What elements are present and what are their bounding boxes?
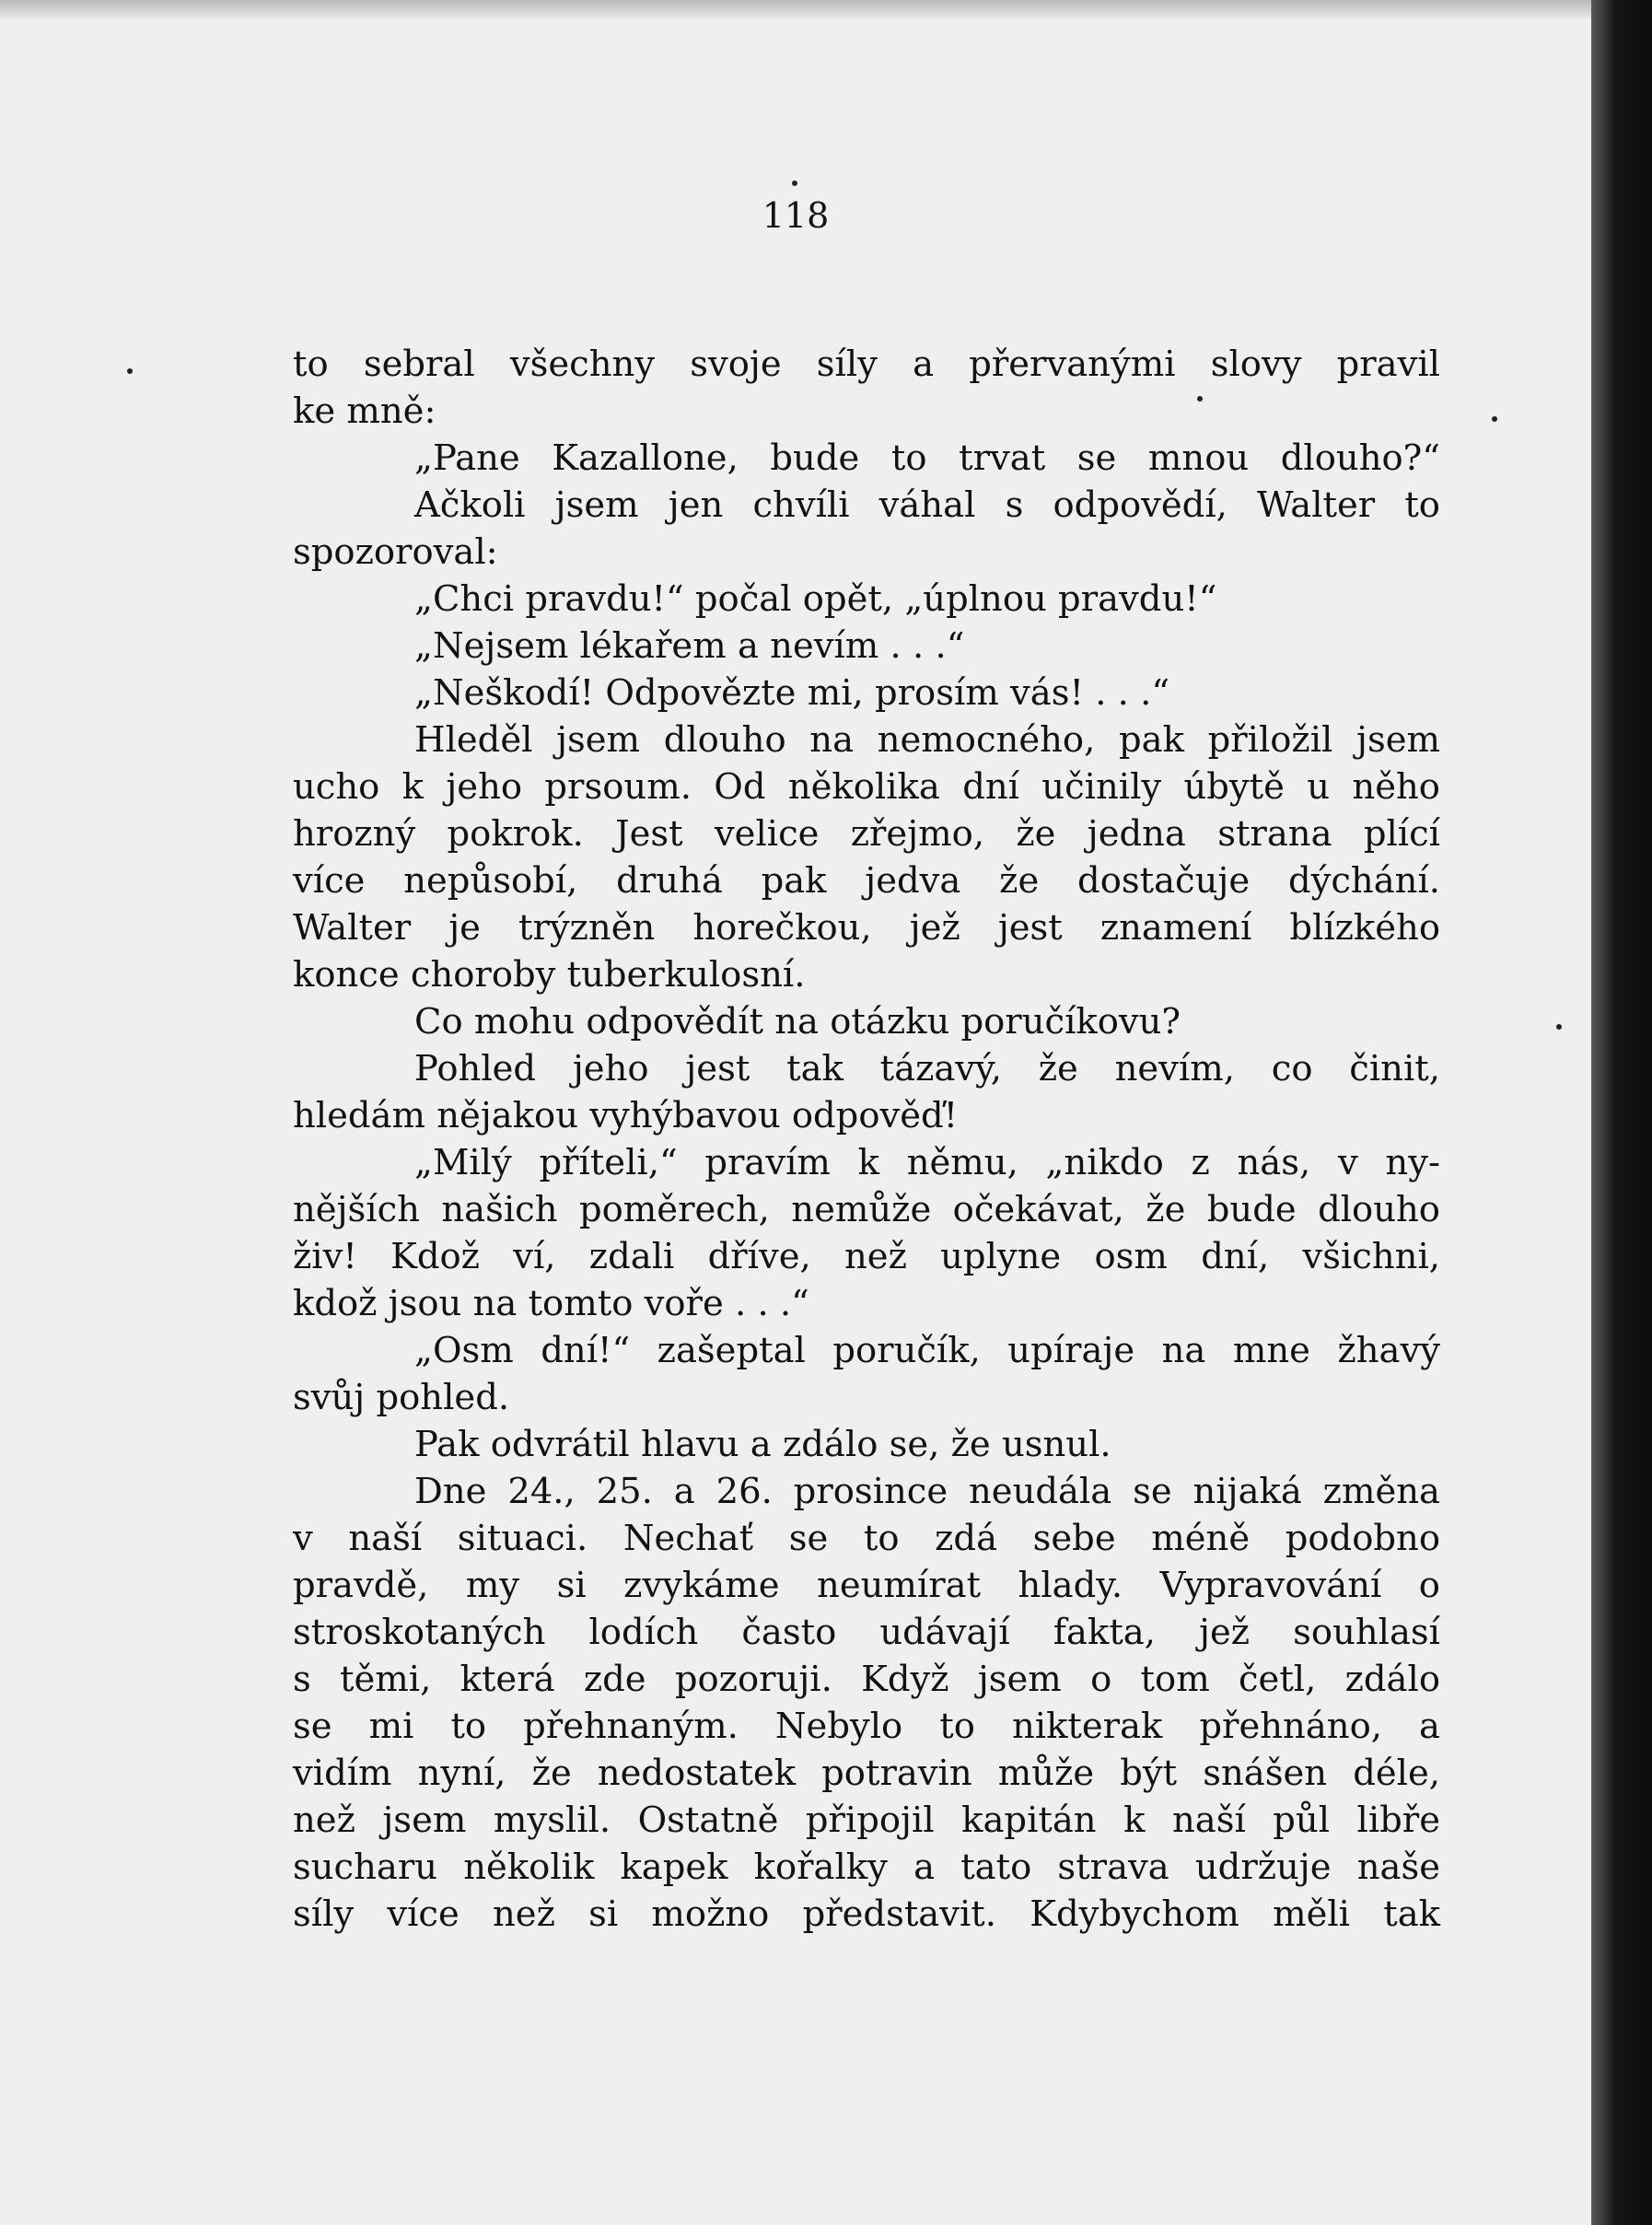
text-line: stroskotaných lodích často udávají fakta, jež souhlasí [293,1612,1440,1653]
scan-edge [1591,0,1652,2225]
text-line: v naší situaci. Nechať se to zdá sebe méně podobno [293,1518,1440,1559]
text-line: svůj pohled. [293,1377,510,1418]
text-line: „Pane Kazallone, bude to trvat se mnou dlouho?“ [414,437,1440,479]
text-line: Co mohu odpovědít na otázku poručíkovu? [414,1001,1181,1043]
text-line: Pohled jeho jest tak tázavý, že nevím, co činit, [414,1048,1440,1089]
text-line: ucho k jeho prsoum. Od několika dní učinily úbytě u něho [293,766,1440,808]
print-speck [1556,1024,1562,1030]
text-line: ke mně: [293,390,436,432]
text-line: Pak odvrátil hlavu a zdálo se, že usnul. [414,1424,1111,1465]
text-line: Walter je trýzněn horečkou, jež jest znamení blízkého [293,907,1440,949]
text-line: než jsem myslil. Ostatně připojil kapitán k naší půl libře [293,1800,1440,1841]
text-line: Dne 24., 25. a 26. prosince neudála se nijaká změna [414,1471,1440,1512]
text-line: síly více než si možno představit. Kdybychom měli tak [293,1893,1440,1935]
text-line: spozoroval: [293,531,498,573]
text-line: konce choroby tuberkulosní. [293,954,806,996]
body-text [293,341,1440,1938]
text-line: Ačkoli jsem jen chvíli váhal s odpovědí, Walter to [414,484,1440,526]
print-speck [792,181,797,186]
page-number: 118 [762,195,830,236]
text-line: Hleděl jsem dlouho na nemocného, pak přiložil jsem [414,719,1440,761]
text-line: „Chci pravdu!“ počal opět, „úplnou pravdu!“ [414,578,1217,620]
top-edge-shadow [0,0,1591,20]
text-line: „Milý příteli,“ pravím k němu, „nikdo z nás, v ny- [414,1142,1440,1183]
text-line: hrozný pokrok. Jest velice zřejmo, že jedna strana plící [293,813,1440,855]
text-line: více nepůsobí, druhá pak jedva že dostačuje dýchání. [293,860,1440,902]
print-speck [1492,416,1497,422]
text-line: „Neškodí! Odpovězte mi, prosím vás! . . .“ [414,672,1170,714]
text-line: „Osm dní!“ zašeptal poručík, upíraje na mne žhavý [414,1330,1440,1371]
print-speck [1197,396,1203,402]
text-line: to sebral všechny svoje síly a přervanými slovy pravil [293,344,1440,385]
text-line: kdož jsou na tomto voře . . .“ [293,1283,809,1324]
text-line: sucharu několik kapek kořalky a tato strava udržuje naše [293,1846,1440,1888]
print-speck [127,368,133,374]
text-line: pravdě, my si zvykáme neumírat hlady. Vypravování o [293,1565,1440,1606]
text-line: vidím nyní, že nedostatek potravin může být snášen déle, [293,1753,1440,1794]
text-line: „Nejsem lékařem a nevím . . .“ [414,625,965,667]
text-line: hledám nějakou vyhýbavou odpověď! [293,1095,959,1136]
text-line: se mi to přehnaným. Nebylo to nikterak přehnáno, a [293,1706,1440,1747]
text-line: s těmi, která zde pozoruji. Když jsem o tom četl, zdálo [293,1659,1440,1700]
text-line: nějších našich poměrech, nemůže očekávat, že bude dlouho [293,1189,1440,1230]
text-line: živ! Kdož ví, zdali dříve, než uplyne osm dní, všichni, [293,1236,1440,1277]
